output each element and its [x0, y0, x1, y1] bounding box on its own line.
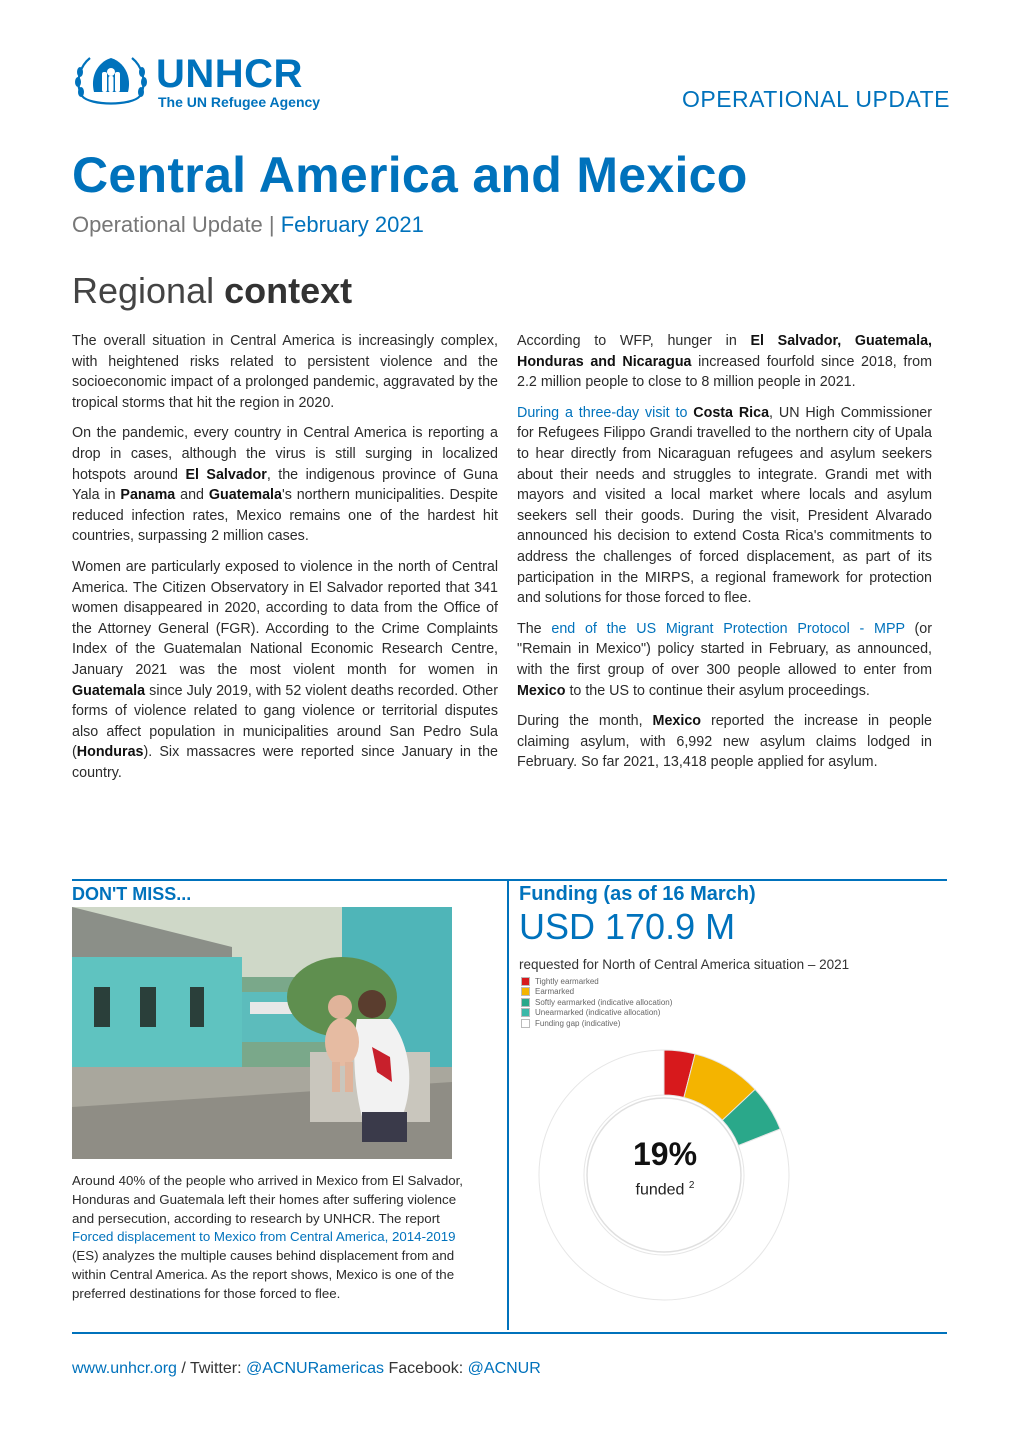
paragraph: The overall situation in Central America is increasingly complex, with heightened risks related to persistent violence and the socioeconomic impact of a prolonged pandemic, aggravated by the tropical storms that hit the region in 2020. [72, 333, 498, 411]
funding-description: requested for North of Central America situation – 2021 [519, 957, 850, 972]
panel-divider [507, 880, 509, 1330]
unhcr-logo [72, 52, 352, 112]
subtitle-date: February 2021 [280, 212, 424, 237]
right-text-column [517, 331, 932, 783]
legend-label: Unearmarked (indicative allocation) [535, 1008, 661, 1018]
visit-link[interactable]: During a three-day visit to [517, 404, 694, 421]
legend-item [521, 1018, 672, 1029]
logo-wordmark: UNHCR [156, 52, 303, 96]
text-run: , UN High Commissioner for Refugees Filippo Grandi travelled to the northern city of Upala to hear directly from Nicaraguan refugees and asylum seekers about their needs and struggles to integrate. Grandi met with mayors and visited a local market where locals and asylum seekers sell their goods. During the visit, President Alvarado announced his decision to extend Costa Rica's commitments to address the challenges of forced displacement, as part of its participation in the MIRPS, a regional framework for protection and solutions for those forced to flee. [517, 404, 932, 607]
text-run: 's northern municipalities. Despite reduced infection rates, Mexico remains one of the hardest hit countries, surpassing 2 million cases. [72, 487, 498, 545]
funded-label [605, 1180, 725, 1199]
funded-text: funded [635, 1181, 685, 1199]
bold-text: Guatemala [208, 487, 282, 504]
text-run: since July 2019, with 52 violent deaths recorded. Other forms of violence related to gang violence or territorial disputes also affect population in municipalities around San Pedro Sula ( [72, 682, 498, 761]
legend-item [521, 1008, 672, 1019]
legend-label: Softly earmarked (indicative allocation) [535, 997, 673, 1007]
bold-text: Guatemala [72, 682, 146, 699]
text-run: During the month, [517, 713, 653, 730]
legend-swatch [521, 987, 530, 996]
twitter-label: Twitter: [189, 1360, 246, 1377]
photo-illustration [72, 907, 452, 1159]
legend-item [521, 976, 672, 987]
text-run: increased fourfold since 2018, from 2.2 million people to close to 8 million people in 2021. [517, 353, 932, 391]
costa-rica-link[interactable]: Costa Rica [693, 404, 770, 421]
text-run: Women are particularly exposed to violence in the north of Central America. The Citizen Observatory in El Salvador reported that 341 women disappeared in 2020, according to data from the Office of the Attorney General (FGR). According to the Crime Complaints Index of the Guatemalan National Economic Research Centre, January 2021 was the most violent month for women in [72, 558, 498, 678]
bold-text: El Salvador, Guatemala, Honduras and Nicaragua [517, 333, 932, 370]
legend-label: Earmarked [535, 987, 575, 997]
chart-legend [521, 976, 672, 1029]
text-run: According to WFP, hunger in [517, 333, 751, 349]
section-heading [72, 270, 352, 312]
logo-tagline: The UN Refugee Agency [158, 94, 321, 110]
footnote-marker: 2 [688, 1180, 695, 1191]
text-run: On the pandemic, every country in Central America is reporting a drop in cases, although the virus is still surging in localized hotspots around [72, 425, 498, 483]
text-run: (ES) analyzes the multiple causes behind displacement from and within Central America. As the report shows, Mexico is one of the preferred destinations for those forced to flee. [72, 1248, 455, 1301]
featured-photo [72, 907, 452, 1159]
paragraph [72, 423, 498, 547]
bold-text: El Salvador [185, 466, 267, 483]
footer-separator: / [176, 1360, 190, 1377]
paragraph [517, 331, 932, 393]
section-heading-light: Regional [72, 270, 225, 311]
text-run: The [517, 620, 552, 637]
twitter-link[interactable]: @ACNURamericas [246, 1360, 385, 1377]
funding-donut-chart [519, 1030, 809, 1320]
report-link[interactable]: Forced displacement to Mexico from Central America, 2014-2019 [72, 1229, 456, 1245]
page-title: Central America and Mexico [72, 147, 748, 203]
website-link[interactable]: www.unhcr.org [72, 1360, 177, 1377]
paragraph [517, 619, 932, 701]
photo-caption [72, 1172, 464, 1304]
section-divider [72, 879, 947, 881]
legend-swatch [521, 1008, 530, 1017]
text-run: to the US to continue their asylum proceedings. [565, 682, 870, 699]
funded-percent: 19% [632, 1136, 698, 1172]
subtitle-prefix: Operational Update | [72, 212, 281, 237]
unhcr-emblem-icon [72, 52, 150, 112]
legend-swatch [521, 998, 530, 1007]
mpp-link[interactable]: end of the US Migrant Protection Protocol - MPP [551, 620, 905, 637]
legend-swatch [521, 977, 530, 986]
legend-label: Funding gap (indicative) [535, 1018, 621, 1028]
text-run: ). Six massacres were reported since January in the country. [72, 744, 498, 781]
paragraph [517, 711, 932, 773]
donut-inner-ring [587, 1098, 741, 1252]
legend-item [521, 997, 672, 1008]
page-subtitle [72, 212, 424, 238]
facebook-link[interactable]: @ACNUR [467, 1360, 541, 1377]
paragraph [72, 557, 498, 784]
bold-text: Honduras [76, 744, 144, 761]
legend-swatch [521, 1019, 530, 1028]
text-run: reported the increase in people claiming asylum, with 6,992 new asylum claims lodged in February. So far 2021, 13,418 people applied for asylum. [517, 713, 932, 771]
bold-text: Panama [120, 487, 176, 504]
bold-text: Mexico [517, 682, 566, 699]
legend-label: Tightly earmarked [535, 976, 599, 986]
text-run: Around 40% of the people who arrived in Mexico from El Salvador, Honduras and Guatemala left their homes after suffering violence and persecution, according to research by UNHCR. The report [72, 1173, 463, 1226]
text-run: and [175, 487, 209, 504]
section-heading-bold: context [224, 270, 353, 311]
footer [72, 1360, 541, 1378]
legend-item [521, 987, 672, 998]
facebook-label: Facebook: [384, 1360, 468, 1377]
funding-amount: USD 170.9 M [519, 906, 736, 947]
paragraph [517, 403, 932, 609]
text-run: , the indigenous province of Guna Yala in [72, 466, 499, 504]
funding-heading: Funding (as of 16 March) [519, 883, 756, 905]
document-type-label: OPERATIONAL UPDATE [681, 86, 950, 112]
dont-miss-heading: DON'T MISS... [72, 884, 192, 904]
bold-text: Mexico [652, 713, 702, 730]
left-text-column [72, 331, 498, 793]
footer-divider [72, 1332, 947, 1334]
text-run: (or "Remain in Mexico") policy started in February, as announced, with the first group of over 300 people allowed to enter from [517, 620, 932, 678]
